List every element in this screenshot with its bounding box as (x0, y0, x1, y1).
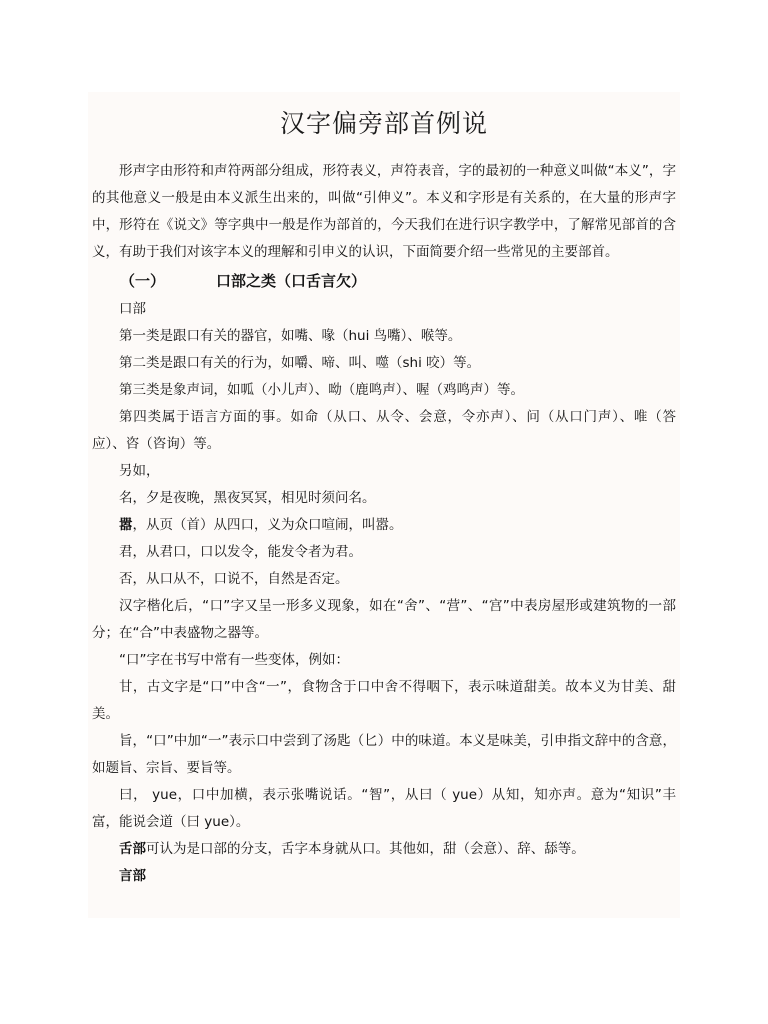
paragraph-12: 甘，古文字是“口”中含“一”，食物含于口中舍不得咽下，表示味道甜美。故本义为甘美、甜美。 (92, 679, 676, 722)
paragraph-2: 第二类是跟口有关的行为，如嚼、啼、叫、噬（shi 咬）等。 (119, 355, 481, 371)
paragraph-10: 汉字楷化后，“口”字又呈一形多义现象，如在“舍”、“营”、“宫”中表房屋形或建筑物的一部分；在“合”中表盛物之器等。 (92, 598, 676, 641)
intro-paragraph: 形声字由形符和声符两部分组成，形符表义，声符表音，字的最初的一种意义叫做“本义”，字的其他意义一般是由本义派生出来的，叫做“引伸义”。本义和字形是有关系的，在大量的形声字中，形符在《说文》等字典中一般是作为部首的，今天我们在进行识字教学中，了解常见部首的含义，有助于我们对该字本义的理解和引申义的认识，下面简要介绍一些常见的主要部首。 (92, 163, 676, 260)
paragraph-11: “口”字在书写中常有一些变体，例如： (119, 652, 349, 668)
document-body (92, 158, 676, 890)
paragraph-9: 否，从口从不，口说不，自然是否定。 (119, 571, 349, 587)
section-number: （一） (120, 272, 166, 290)
paragraph-5: 另如， (119, 463, 160, 479)
document-title: 汉字偏旁部首例说 (279, 109, 488, 138)
document-page (88, 92, 680, 918)
paragraph-7-text: ，从页（首）从四口，义为众口喧闹，叫嚣。 (132, 517, 403, 533)
paragraph-14: 曰， yue，口中加横，表示张嘴说话。“智”，从曰（ yue）从知，知亦声。意为“知识”丰富，能说会道（曰 yue）。 (92, 787, 676, 830)
paragraph-7 (92, 512, 676, 539)
subhead-kou: 口部 (119, 301, 146, 317)
section-heading (92, 266, 676, 296)
paragraph-4: 第四类属于语言方面的事。如命（从口、从令、会意，令亦声）、问（从口门声）、唯（答应）、咨（咨询）等。 (92, 409, 676, 452)
subhead-yan: 言部 (119, 868, 146, 884)
paragraph-15-text: 可认为是口部的分支，舌字本身就从口。其他如，甜（会意）、辞、舔等。 (146, 841, 585, 857)
paragraph-1: 第一类是跟口有关的器官，如嘴、喙（hui 鸟嘴）、喉等。 (119, 328, 462, 344)
term-xiao: 嚣 (119, 517, 133, 533)
term-she-bu: 舌部 (119, 841, 146, 857)
paragraph-15 (92, 836, 676, 863)
paragraph-13: 旨，“口”中加“一”表示口中尝到了汤匙（匕）中的味道。本义是味美，引申指文辞中的含意，如题旨、宗旨、要旨等。 (92, 733, 676, 776)
section-title: 口部之类（口舌言欠） (216, 272, 367, 290)
paragraph-3: 第三类是象声词，如呱（小儿声）、呦（鹿鸣声）、喔（鸡鸣声）等。 (119, 382, 524, 398)
paragraph-8: 君，从君口，口以发令，能发令者为君。 (119, 544, 362, 560)
paragraph-6: 名，夕是夜晚，黑夜冥冥，相见时须问名。 (119, 490, 376, 506)
